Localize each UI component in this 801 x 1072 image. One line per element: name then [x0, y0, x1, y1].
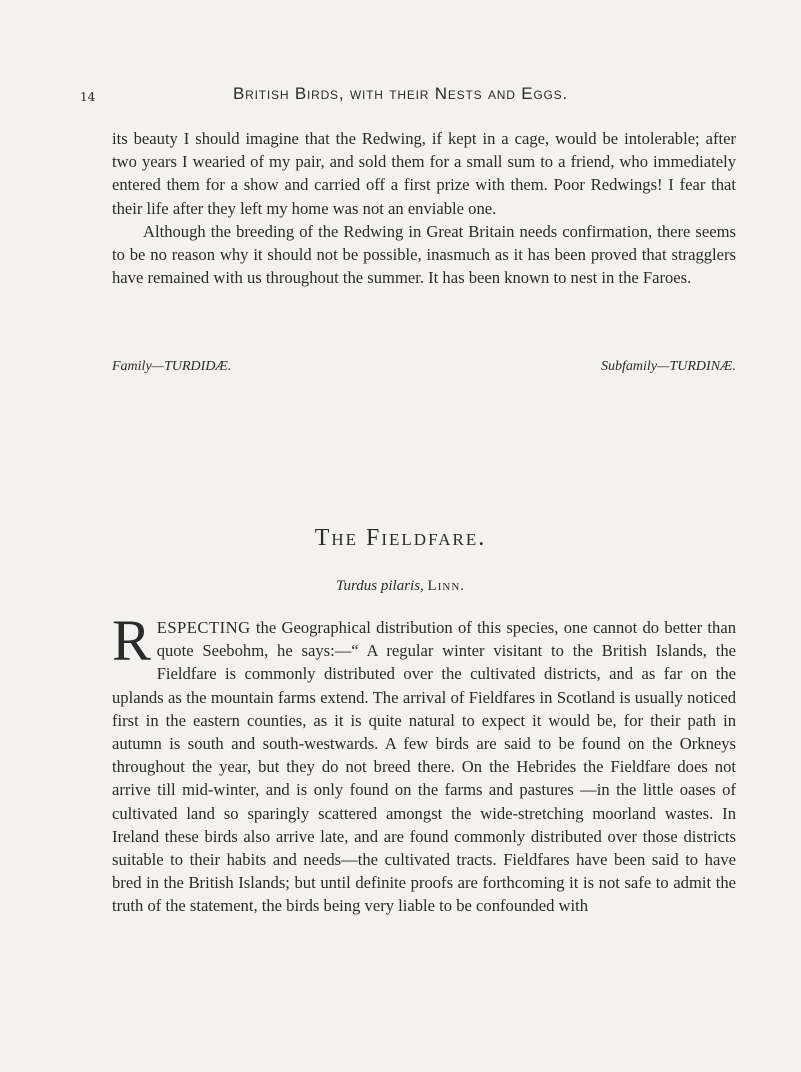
drop-cap: R [112, 608, 151, 673]
running-title: British Birds, with their Nests and Eggs. [233, 84, 568, 103]
binomial-name [0, 578, 801, 595]
authority: Linn. [427, 578, 466, 594]
paragraph-1: its beauty I should imagine that the Redwing, if kept in a cage, would be intolerable; after two years I wearied of my pair, and sold them for a small sum to a friend, who immediately entered them for a show and carried off a first prize with them. Poor Redwings! I fear that their life after they left my home was not an enviable one. [112, 129, 736, 218]
family-label: Family—TURDIDÆ. [112, 359, 232, 374]
page-number: 14 [80, 90, 96, 104]
classification-line [112, 359, 736, 379]
subfamily-label: Subfamily—TURDINÆ. [601, 359, 736, 374]
lead-caps: ESPECTING [156, 618, 251, 637]
paragraph-2: Although the breeding of the Redwing in Great Britain needs confirmation, there seems to be no reason why it should not be possible, inasmuch as it has been proved that stragglers have remained with us throughout the summer. It has been known to nest in the Faroes. [112, 222, 736, 288]
main-body: the Geographical distribution of this species, one cannot do better than quote Seebohm, he says:—“ A regular winter visitant to the British Islands, the Fieldfare is commonly distributed over the cultivated districts, and as far on the uplands as the mountain farms extend. The arrival of Fieldfares in Scotland is usually noticed first in the eastern counties, as it is quite natural to expect it would be, for their path in autumn is south and south-westwards. A few birds are said to be found on the Orkneys throughout the year, but they do not breed there. On the Hebrides the Fieldfare does not arrive till mid-winter, and is only found on the farms and pastures —in the little oases of cultivated land so sparingly scattered amongst the wide-stretching moorland wastes. In Ireland these birds also arrive late, and are found commonly distributed over those districts suitable to their habits and needs—the cultivated tracts. Fieldfares have been said to have bred in the British Islands; but until definite proofs are forthcoming it is not safe to admit the truth of the statement, the birds being very liable to be confounded with [112, 618, 736, 916]
species-title: The Fieldfare. [314, 525, 487, 551]
latin-name: Turdus pilaris, [335, 578, 424, 594]
main-paragraph [112, 608, 736, 918]
running-head [0, 84, 801, 110]
